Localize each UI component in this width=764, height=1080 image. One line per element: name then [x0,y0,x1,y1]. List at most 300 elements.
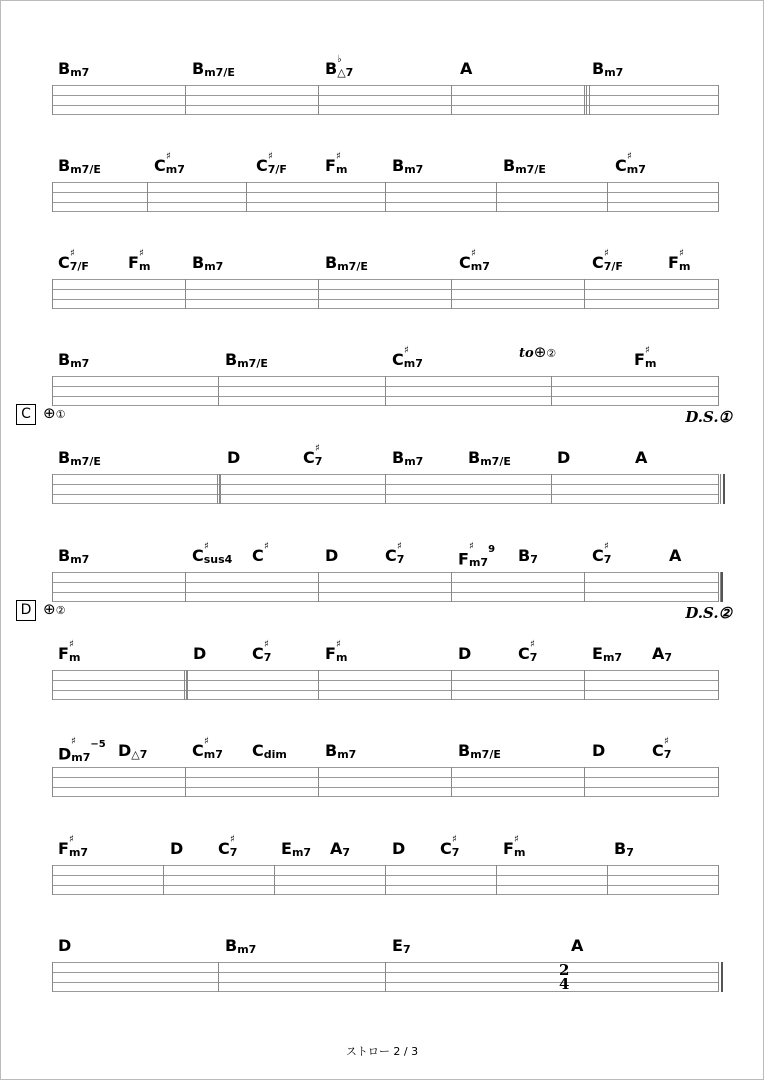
sharp-sign: ♯ [404,345,409,356]
barline [318,85,319,115]
sharp-sign: ♯ [514,834,519,845]
chord-quality: m7/E [470,748,501,761]
chord-quality: 7 [263,651,272,664]
chord-quality: m7 [604,66,624,79]
chord-root: D [392,839,406,858]
chord-symbol [571,937,583,955]
chord-symbol [58,157,101,177]
chord-quality: m7 [203,748,223,761]
staff [52,182,719,212]
sharp-sign: ♯ [336,151,341,162]
chord-extension: 9 [488,544,496,555]
sharp-sign: ♯ [264,639,269,650]
chord-symbol [252,639,272,665]
chord-root: C [440,839,452,858]
barline [718,85,719,115]
chord-quality: 7 [314,455,323,468]
barline [52,182,53,212]
chord-quality: 7 [402,943,411,956]
sharp-sign: ♯ [604,248,609,259]
chord-quality: m [335,163,348,176]
barline [147,182,148,212]
chord-symbol [592,60,623,80]
staff-line [52,308,719,309]
chord-quality: 7 [229,846,238,859]
chord-symbol [392,937,411,957]
time-sig-top: 2 [559,961,570,979]
dal-segno: D.S.① [685,408,732,426]
chord-quality: 7/F [267,163,287,176]
barline [219,474,220,504]
chord-quality: m7 [70,66,90,79]
staff-line [52,680,719,681]
barline [52,85,53,115]
staff-line [52,670,719,671]
chord-root: B [58,59,71,78]
chord-symbol [58,351,89,371]
staff-line [52,279,719,280]
chord-quality: m7 [204,260,224,273]
system-6 [0,541,764,632]
chord-quality: △7 [131,748,148,761]
chord-quality: m7/E [204,66,235,79]
chord-symbol [225,351,268,371]
chord-root: B [392,156,405,175]
staff [52,670,719,700]
chord-quality: m7/E [480,455,511,468]
page-footer: ストロー 2 / 3 [345,1045,419,1058]
sharp-sign: ♯ [471,248,476,259]
system-1 [0,54,764,145]
barline [718,767,719,797]
barline [185,279,186,309]
chord-root: F [58,644,69,663]
chord-root: C [518,644,530,663]
chord-root: F [634,350,645,369]
staff-line [52,105,719,106]
chord-symbol [170,840,183,858]
chord-symbol [256,151,287,177]
coda-sign [43,600,65,618]
chord-quality: △7 [337,66,354,79]
staff [52,279,719,309]
to-coda-label: to [519,346,534,361]
chord-root: C [256,156,268,175]
chord-quality: m7 [470,260,490,273]
chord-root: D [227,448,241,467]
double-barline [586,85,590,115]
barline [385,474,386,504]
chord-quality: m7 [404,455,424,468]
sharp-sign: ♯ [71,736,76,747]
chord-symbol [227,449,240,467]
chord-quality: 7/F [69,260,89,273]
staff-line [52,289,719,290]
chord-quality: 7 [451,846,460,859]
final-barline [720,474,725,504]
sharp-sign: ♯ [204,541,209,552]
chord-root: F [58,839,69,858]
final-barline [718,962,723,992]
sharp-sign: ♯ [230,834,235,845]
chord-quality: m7/E [70,455,101,468]
chord-quality: 7/F [603,260,623,273]
chord-root: B [458,741,471,760]
barline [52,279,53,309]
barline [718,474,719,504]
chord-symbol [614,840,634,860]
staff [52,572,719,602]
barline [718,279,719,309]
chord-quality: m7 [468,556,489,570]
chord-root: C [592,253,604,272]
chord-root: C [252,644,264,663]
chord-symbol [460,60,472,78]
chord-quality: m7/E [337,260,368,273]
chord-quality: 7 [529,651,538,664]
chord-quality: 7 [603,553,612,566]
chord-symbol [458,541,496,570]
sharp-sign: ♯ [530,639,535,650]
barline [246,182,247,212]
barline [584,85,585,115]
barline [318,572,319,602]
staff-line [52,690,719,691]
chord-root: B [58,448,71,467]
barline [720,572,721,602]
chord-quality: 7 [664,651,673,664]
sharp-sign: ♯ [645,345,650,356]
sharp-sign: ♯ [264,541,269,552]
chord-root: B [503,156,516,175]
chord-quality: m7 [70,357,90,370]
chord-symbol [325,151,348,177]
sharp-sign: ♯ [139,248,144,259]
sharp-sign: ♯ [315,443,320,454]
staff-line [52,85,719,86]
chord-extension: −5 [90,739,106,750]
chord-root: C [252,546,264,565]
time-sig-bottom: 4 [559,975,570,993]
staff-line [52,582,719,583]
barline [551,376,552,406]
chord-symbol [325,54,354,80]
barline [451,85,452,115]
chord-root: F [325,644,336,663]
chord-root: B [614,839,627,858]
chord-symbol [668,248,691,274]
chord-quality: m7 [70,553,90,566]
barline [451,767,452,797]
chord-symbol [192,541,233,567]
staff [52,85,719,115]
barline [186,670,187,700]
chord-symbol [557,449,570,467]
chord-root: B [58,156,71,175]
chord-root: F [458,549,469,569]
chord-symbol [325,547,338,565]
chord-symbol [58,60,89,80]
staff-line [52,796,719,797]
sharp-sign: ♯ [604,541,609,552]
barline [385,865,386,895]
barline [584,670,585,700]
barline [718,182,719,212]
chord-symbol [128,248,151,274]
rehearsal-mark: D [16,600,36,621]
chord-root: B [58,350,71,369]
barline [274,865,275,895]
barline [52,572,53,602]
system-9 [0,834,764,925]
system-4 [0,343,764,436]
chord-root: B [192,253,205,272]
chord-root: A [652,644,665,663]
sharp-sign: ♯ [627,151,632,162]
sharp-sign: ♯ [664,736,669,747]
chord-symbol [58,834,89,860]
chord-symbol [392,449,423,469]
flat-sign: ♭ [337,54,342,65]
chord-root: D [458,644,472,663]
barline [718,376,719,406]
chord-root: D [592,741,606,760]
chord-symbol [58,449,101,469]
coda-number: ② [546,347,557,360]
chord-root: B [58,546,71,565]
barline [584,279,585,309]
chord-quality: m7 [68,846,89,859]
chord-symbol [58,547,89,567]
chord-symbol [118,742,147,762]
chord-symbol [58,639,81,665]
chord-root: B [325,741,338,760]
coda-icon: ⊕ [43,600,56,618]
chord-quality: m7 [626,163,646,176]
chord-root: C [459,253,471,272]
staff [52,865,719,895]
chord-quality: m7 [291,846,312,859]
barline [52,767,53,797]
chord-symbol [468,449,511,469]
sharp-sign: ♯ [469,541,474,552]
chord-symbol [154,151,185,177]
barline [385,182,386,212]
chord-symbol [192,736,223,762]
sharp-sign: ♯ [268,151,273,162]
chord-root: C [192,546,204,565]
chord-symbol [58,248,89,274]
chord-symbol [440,834,460,860]
chord-root: C [615,156,627,175]
sharp-sign: ♯ [336,639,341,650]
chord-symbol [392,345,423,371]
coda-icon: ⊕ [43,404,56,422]
staff [52,474,719,504]
chord-root: B [325,253,338,272]
barline [451,572,452,602]
chord-symbol [58,736,106,765]
time-signature [559,963,569,991]
staff-line [52,777,719,778]
system-3 [0,248,764,339]
chord-symbol [503,157,546,177]
rehearsal-mark: C [16,404,36,425]
chord-symbol [192,60,235,80]
chord-root: E [392,936,403,955]
chord-quality: m7/E [70,163,101,176]
chord-quality: dim [263,748,287,761]
chord-root: B [592,59,605,78]
barline [718,670,719,700]
barline [584,572,585,602]
to-coda-mark [519,343,556,361]
chord-quality: 7 [342,846,351,859]
barline [607,182,608,212]
chord-quality: 7 [663,748,672,761]
chord-symbol [592,645,622,665]
chord-root: F [668,253,679,272]
sharp-sign: ♯ [166,151,171,162]
chord-symbol [303,443,323,469]
system-5 [0,443,764,534]
barline [318,670,319,700]
chord-symbol [458,742,501,762]
system-2 [0,151,764,242]
chord-root: C [58,253,70,272]
chord-root: B [225,936,238,955]
chord-root: B [325,59,338,78]
barline [451,670,452,700]
barline [52,376,53,406]
system-8 [0,736,764,827]
chord-root: D [170,839,184,858]
chord-symbol [192,254,223,274]
chord-symbol [218,834,238,860]
chord-symbol [58,937,71,955]
chord-symbol [325,639,348,665]
chord-root: E [281,839,292,858]
chord-root: D [58,936,72,955]
chord-root: D [58,744,72,764]
chord-symbol [325,742,356,762]
staff-line [52,767,719,768]
chord-symbol [592,541,612,567]
barline [218,376,219,406]
sharp-sign: ♯ [679,248,684,259]
sharp-sign: ♯ [70,248,75,259]
chord-root: C [392,350,404,369]
barline [496,182,497,212]
chord-quality: m [644,357,657,370]
staff-line [52,601,719,602]
chord-quality: m7 [602,651,623,664]
staff-line [52,114,719,115]
barline [584,767,585,797]
chord-quality: m [138,260,151,273]
barline [718,865,719,895]
barline [52,670,53,700]
barline [318,279,319,309]
barline [607,865,608,895]
chord-quality: m7 [337,748,357,761]
chord-quality: m7 [165,163,185,176]
barline [551,474,552,504]
chord-quality: m7 [403,357,423,370]
barline [185,767,186,797]
sharp-sign: ♯ [69,834,74,845]
chord-quality: 7 [626,846,634,859]
sharp-sign: ♯ [204,736,209,747]
staff-line [52,787,719,788]
chord-root: A [571,936,584,955]
chord-root: C [303,448,315,467]
chord-symbol [652,736,672,762]
staff-line [52,299,719,300]
chord-root: D [325,546,339,565]
system-10 [0,937,764,1022]
chord-root: C [385,546,397,565]
chord-symbol [634,345,657,371]
chord-root: B [518,546,531,565]
barline [52,474,53,504]
chord-root: F [128,253,139,272]
coda-sign [43,404,65,422]
chord-symbol [225,937,256,957]
chord-symbol [458,645,471,663]
chord-symbol [193,645,206,663]
chord-symbol [459,248,490,274]
barline [185,85,186,115]
chord-symbol [518,639,538,665]
coda-number: ② [55,604,66,617]
chord-quality: 7 [530,553,538,566]
staff-line [52,592,719,593]
chord-quality: 7 [396,553,405,566]
system-7 [0,639,764,730]
coda-icon: ⊕ [533,343,547,361]
chord-symbol [281,840,311,860]
chord-symbol [325,254,368,274]
chord-root: A [669,546,682,565]
barline [185,572,186,602]
staff-line [52,572,719,573]
chord-quality: m [678,260,691,273]
chord-root: C [192,741,204,760]
dal-segno: D.S.② [685,604,732,622]
chord-root: B [468,448,481,467]
coda-number: ① [55,408,66,421]
chord-symbol [592,248,623,274]
chord-symbol [635,449,647,467]
chord-root: A [330,839,343,858]
barline [318,767,319,797]
chord-root: F [325,156,336,175]
staff [52,962,719,992]
chord-symbol [392,157,423,177]
chord-quality: m [68,651,81,664]
chord-root: C [252,741,264,760]
chord-root: A [635,448,648,467]
chord-quality: m7 [237,943,257,956]
sharp-sign: ♯ [69,639,74,650]
staff [52,767,719,797]
barline [52,865,53,895]
chord-quality: m [335,651,348,664]
chord-symbol [503,834,526,860]
barline [385,376,386,406]
chord-root: C [592,546,604,565]
